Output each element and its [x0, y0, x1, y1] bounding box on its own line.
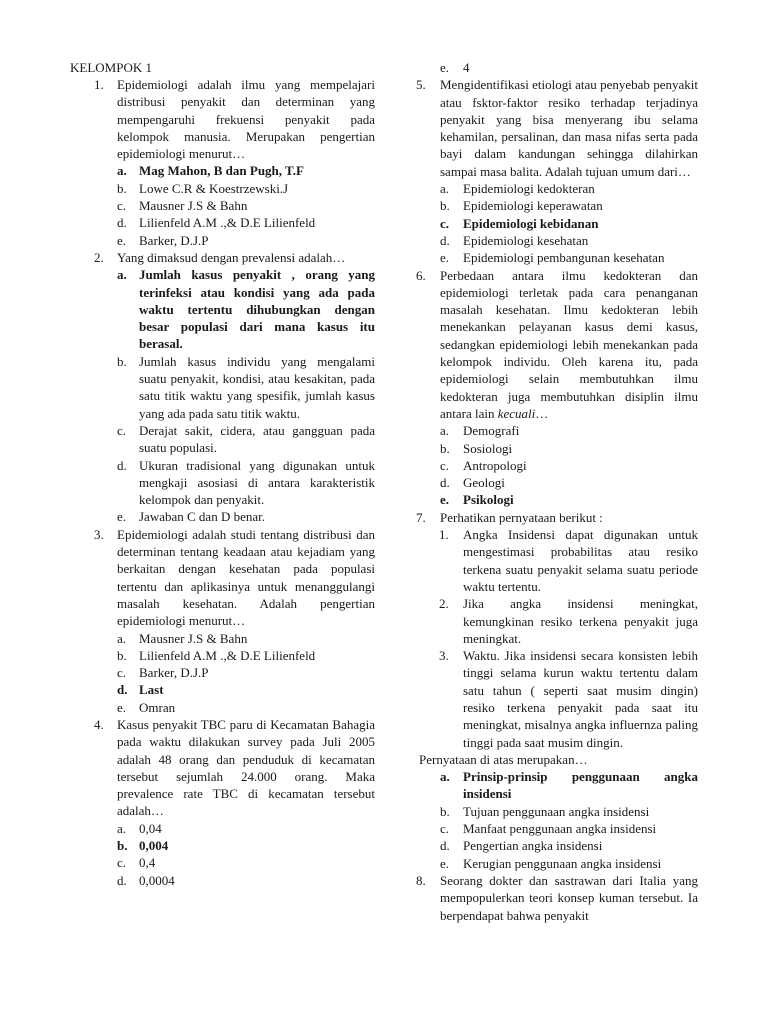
option: c. Derajat sakit, cidera, atau gangguan pada suatu populasi.	[117, 422, 375, 456]
question-number: 2.	[94, 249, 104, 265]
option: d. Lilienfeld A.M .,& D.E Lilienfeld	[117, 215, 316, 231]
option: b. Lilienfeld A.M .,& D.E Lilienfeld	[117, 647, 316, 663]
option: c. Mausner J.S & Bahn	[117, 198, 248, 214]
option: a. Demografi	[440, 423, 520, 439]
question-8	[416, 872, 698, 924]
option: d. Ukuran tradisional yang digunakan untuk mengkaji asosiasi di antara karakteristik kelompok dan penyakit.	[117, 457, 375, 508]
option: e. Epidemiologi pembangunan kesehatan	[440, 250, 665, 266]
question-text: Yang dimaksud dengan prevalensi adalah…	[117, 249, 346, 265]
question-number: 4.	[94, 716, 104, 732]
option: a. Prinsip-prinsip penggunaan angka insidensi	[440, 769, 698, 802]
option: b. Lowe C.R & Koestrzewski.J	[117, 180, 289, 196]
option: a. 0,04	[117, 820, 162, 836]
question-6	[416, 267, 698, 423]
option: e. 4	[440, 60, 470, 75]
question-1	[70, 76, 375, 162]
option: c. 0,4	[117, 855, 156, 871]
question-3	[70, 526, 375, 630]
option: a. Mag Mahon, B dan Pugh, T.F	[117, 163, 304, 179]
question-5	[416, 76, 698, 180]
option: e. Barker, D.J.P	[117, 232, 209, 248]
option: b. 0,004	[117, 838, 169, 854]
option: b. Sosiologi	[440, 440, 513, 456]
option: b. Epidemiologi keperawatan	[440, 198, 603, 214]
option: c. Epidemiologi kebidanan	[440, 215, 599, 231]
statement: 3. Waktu. Jika insidensi secara konsisten lebih tinggi selama kurun waktu tertentu dalam satu tahun ( seperti saat musim dingin) resiko terkena penyakit pada saat itu meningkat, misalnya angka influernza paling tinggi pada saat musim dingin.	[439, 648, 698, 750]
statement: 2. Jika angka insidensi meningkat, kemungkinan resiko terkena penyakit juga meningkat.	[439, 596, 698, 646]
option: e. Psikologi	[440, 492, 514, 508]
question-number: 7.	[416, 509, 426, 525]
question-prompt: Pernyataan di atas merupakan…	[419, 751, 588, 767]
statement: 1. Angka Insidensi dapat digunakan untuk mengestimasi probabilitas atau resiko terkena suatu penyakit selama suatu periode waktu tertentu.	[439, 527, 698, 594]
question-text: Seorang dokter dan sastrawan dari Italia yang mempopulerkan teori konsep kuman tersebut. Ia berpendapat bahwa penyakit	[440, 872, 698, 923]
left-column	[70, 59, 375, 889]
option: e. Omran	[117, 699, 176, 715]
emphasis-text: kecuali	[497, 405, 536, 421]
question-text: Epidemiologi adalah ilmu yang mempelajari distribusi penyakit dan determinan yang mempengaruhi frekuensi penyakit pada kelompok manusia. Merupakan pengertian epidemiologi menurut…	[117, 77, 375, 162]
question-2	[70, 249, 375, 266]
option: c. Manfaat penggunaan angka insidensi	[440, 821, 657, 837]
group-heading: KELOMPOK 1	[70, 60, 152, 75]
question-number: 5.	[416, 77, 426, 93]
option: e. Jawaban C dan D benar.	[117, 509, 265, 525]
option: b. Jumlah kasus individu yang mengalami suatu penyakit, kondisi, atau kesakitan, pada satu titik waktu yang spesifik, jumlah kasus yang ada pada satu titik waktu.	[117, 353, 375, 421]
right-column	[416, 59, 698, 924]
question-text: Perbedaan antara ilmu kedokteran dan epidemiologi terletak pada cara penanganan masalah kesehatan. Ilmu kedokteran lebih menekankan pelayanan kasus demi kasus, sedangkan epidemiologi lebih menekankan pada kelompok individu. Oleh karena itu, pada epidemiologi selain membutuhkan ilmu kedokteran juga membutuhkan disiplin ilmu antara lain kecuali…	[440, 267, 698, 421]
option: d. 0,0004	[117, 872, 175, 888]
option: a. Jumlah kasus penyakit , orang yang terinfeksi atau kondisi yang ada pada waktu tertentu dihubungkan dengan besar populasi dari mana kasus itu berasal.	[117, 267, 375, 352]
question-number: 3.	[94, 526, 104, 542]
question-text: Perhatikan pernyataan berikut :	[440, 509, 603, 525]
option: a. Epidemiologi kedokteran	[440, 181, 595, 197]
option: d. Geologi	[440, 475, 505, 491]
question-text: Kasus penyakit TBC paru di Kecamatan Bahagia pada waktu dilakukan survey pada Juli 2005 adalah 48 orang dan penduduk di kecamatan tersebut sejumlah 24.000 orang. Maka prevalence rate TBC di kecamatan tersebut adalah…	[117, 716, 375, 819]
option: c. Barker, D.J.P	[117, 665, 209, 681]
option: d. Epidemiologi kesehatan	[440, 232, 589, 248]
question-4	[70, 716, 375, 820]
option: c. Antropologi	[440, 457, 527, 473]
question-text: Epidemiologi adalah studi tentang distribusi dan determinan tentang keadaan atau kejadiam yang berkaitan dengan kesehatan pada populasi tertentu dan aplikasinya untuk menanggulangi masalah kesehatan. Adalah pengertian epidemiologi menurut…	[117, 526, 375, 629]
option: d. Pengertian angka insidensi	[440, 838, 603, 854]
option: e. Kerugian penggunaan angka insidensi	[440, 855, 662, 871]
question-text: Mengidentifikasi etiologi atau penyebab penyakit atau fsktor-faktor resiko terhadap terjadinya penyakit yang bisa menyerang ibu selama kehamilan, persalinan, dan masa nifas serta pada bayi dalam kandungan sehingga dilahirkan sampai masa balita. Adalah tujuan umum dari…	[440, 77, 698, 179]
option: d. Last	[117, 682, 164, 698]
question-number: 1.	[94, 77, 104, 92]
option: b. Tujuan penggunaan angka insidensi	[440, 803, 650, 819]
question-7	[416, 509, 698, 526]
question-number: 8.	[416, 872, 426, 888]
question-number: 6.	[416, 267, 426, 283]
option: a. Mausner J.S & Bahn	[117, 630, 248, 646]
